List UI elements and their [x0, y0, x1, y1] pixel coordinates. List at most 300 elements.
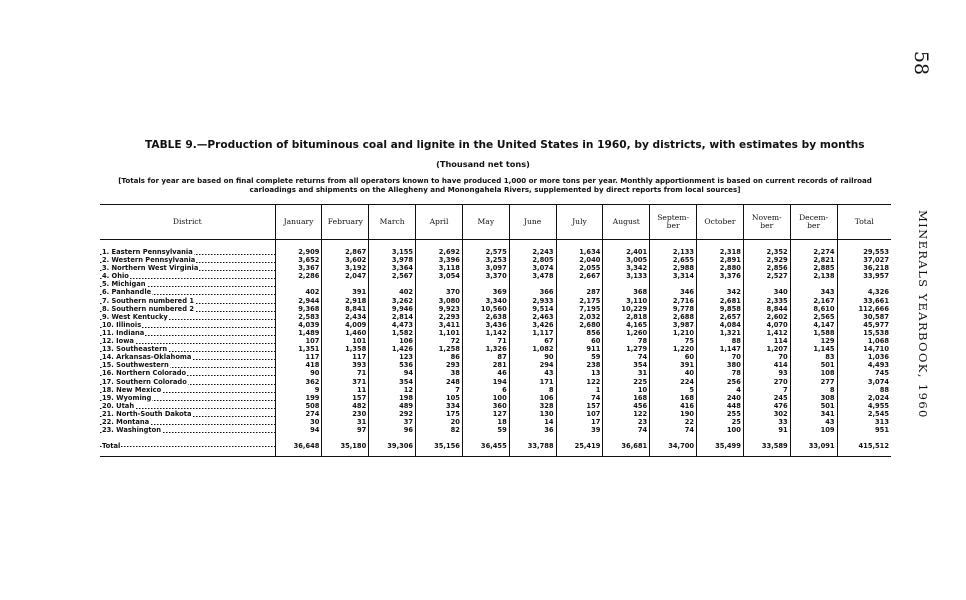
cell-month-8: 3,342	[603, 264, 650, 272]
cell-month-1: 9,368	[275, 305, 322, 313]
cell-month-12: 33,091	[790, 440, 837, 452]
cell-month-11: 93	[743, 369, 790, 377]
cell-month-2: 3,192	[322, 264, 369, 272]
cell-month-3: 536	[369, 361, 416, 369]
cell-month-8: 354	[603, 361, 650, 369]
cell-month-2: 8,841	[322, 305, 369, 313]
cell-month-3: 4,473	[369, 321, 416, 329]
cell-month-2	[322, 280, 369, 288]
cell-total: 45,977	[837, 321, 891, 329]
cell-month-7: 122	[556, 378, 603, 386]
cell-month-1: 3,652	[275, 256, 322, 264]
cell-month-2: 230	[322, 410, 369, 418]
cell-month-2: 482	[322, 402, 369, 410]
cell-month-2: 3,602	[322, 256, 369, 264]
cell-month-11: 4,070	[743, 321, 790, 329]
district-name-text: 19. Wyoming	[102, 393, 152, 402]
cell-total: 33,957	[837, 272, 891, 280]
cell-total: 4,955	[837, 402, 891, 410]
cell-month-11: 476	[743, 402, 790, 410]
cell-month-12: 1,588	[790, 329, 837, 337]
cell-month-7	[556, 280, 603, 288]
cell-month-4: 7	[416, 386, 463, 394]
cell-month-1: 1,351	[275, 345, 322, 353]
cell-month-7: 2,040	[556, 256, 603, 264]
cell-month-6: 36	[509, 426, 556, 434]
cell-month-3: 489	[369, 402, 416, 410]
district-name	[100, 288, 275, 296]
cell-month-5: 1,142	[462, 329, 509, 337]
total-label	[100, 440, 275, 452]
table-row	[100, 386, 891, 394]
cell-month-1: 30	[275, 418, 322, 426]
cell-total: 15,538	[837, 329, 891, 337]
district-name	[100, 280, 275, 288]
district-name	[100, 321, 275, 329]
table-row	[100, 418, 891, 426]
district-name-text: 22. Montana	[102, 417, 150, 426]
cell-month-8: 10,229	[603, 305, 650, 313]
cell-month-2: 1,460	[322, 329, 369, 337]
cell-month-3: 198	[369, 394, 416, 402]
table-bottom-rule	[100, 452, 891, 457]
cell-month-9: 224	[650, 378, 697, 386]
cell-month-8: 74	[603, 353, 650, 361]
cell-month-9	[650, 280, 697, 288]
cell-total: 4,493	[837, 361, 891, 369]
cell-month-2: 71	[322, 369, 369, 377]
total-row	[100, 440, 891, 452]
cell-month-9: 5	[650, 386, 697, 394]
cell-total: 37,027	[837, 256, 891, 264]
cell-month-7: 238	[556, 361, 603, 369]
cell-month-3: 2,814	[369, 313, 416, 321]
cell-month-11: 414	[743, 361, 790, 369]
cell-month-4: 38	[416, 369, 463, 377]
cell-month-3: 37	[369, 418, 416, 426]
cell-month-1: 508	[275, 402, 322, 410]
cell-month-6: 14	[509, 418, 556, 426]
cell-month-12: 501	[790, 402, 837, 410]
cell-month-10: 4,084	[697, 321, 744, 329]
cell-month-2: 391	[322, 288, 369, 296]
cell-month-1: 4,039	[275, 321, 322, 329]
cell-month-10: 70	[697, 353, 744, 361]
cell-month-4: 2,293	[416, 313, 463, 321]
cell-month-10: 2,681	[697, 297, 744, 305]
cell-month-5: 18	[462, 418, 509, 426]
cell-month-7: 856	[556, 329, 603, 337]
cell-month-6: 294	[509, 361, 556, 369]
cell-month-5: 369	[462, 288, 509, 296]
cell-month-12: 43	[790, 418, 837, 426]
cell-month-1: 274	[275, 410, 322, 418]
cell-month-2: 2,867	[322, 248, 369, 256]
cell-total: 1,036	[837, 353, 891, 361]
running-head: MINERALS YEARBOOK, 1960	[916, 210, 930, 419]
cell-month-1: 362	[275, 378, 322, 386]
district-name	[100, 378, 275, 386]
header-september: Septem- ber	[650, 205, 697, 240]
cell-month-4	[416, 280, 463, 288]
cell-month-12: 4,147	[790, 321, 837, 329]
cell-month-11: 2,527	[743, 272, 790, 280]
cell-month-2: 1,358	[322, 345, 369, 353]
cell-month-5: 3,253	[462, 256, 509, 264]
cell-month-7: 287	[556, 288, 603, 296]
cell-total: 30,587	[837, 313, 891, 321]
district-name-text: 15. Southwestern	[102, 361, 169, 370]
cell-month-6: 2,463	[509, 313, 556, 321]
cell-month-5: 3,436	[462, 321, 509, 329]
cell-month-8: 168	[603, 394, 650, 402]
cell-month-7: 39	[556, 426, 603, 434]
cell-month-12: 2,167	[790, 297, 837, 305]
cell-total: 36,218	[837, 264, 891, 272]
header-january: January	[275, 205, 322, 240]
cell-month-4: 1,258	[416, 345, 463, 353]
cell-total: 313	[837, 418, 891, 426]
cell-month-12: 2,138	[790, 272, 837, 280]
cell-month-7: 2,032	[556, 313, 603, 321]
cell-month-9: 168	[650, 394, 697, 402]
district-name	[100, 345, 275, 353]
cell-month-8: 122	[603, 410, 650, 418]
cell-month-3: 3,978	[369, 256, 416, 264]
cell-month-10: 380	[697, 361, 744, 369]
cell-month-6: 1,117	[509, 329, 556, 337]
table-row	[100, 329, 891, 337]
cell-month-6: 2,933	[509, 297, 556, 305]
cell-month-9: 22	[650, 418, 697, 426]
district-name	[100, 410, 275, 418]
cell-month-7: 13	[556, 369, 603, 377]
table-title: TABLE 9.—Production of bituminous coal and lignite in the United States in 1960, by districts, with estimates by months	[145, 139, 865, 151]
cell-month-5: 360	[462, 402, 509, 410]
district-name-text: 13. Southeastern	[102, 345, 168, 354]
cell-month-3: 3,364	[369, 264, 416, 272]
cell-month-5: 2,638	[462, 313, 509, 321]
cell-month-7: 2,680	[556, 321, 603, 329]
header-district: District	[100, 205, 275, 240]
district-name-text: 21. North-South Dakota	[102, 409, 192, 418]
cell-total: 14,710	[837, 345, 891, 353]
cell-month-12: 2,821	[790, 256, 837, 264]
cell-month-1: 2,944	[275, 297, 322, 305]
cell-month-6: 106	[509, 394, 556, 402]
cell-month-5: 3,370	[462, 272, 509, 280]
cell-month-3: 1,426	[369, 345, 416, 353]
cell-month-10: 78	[697, 369, 744, 377]
header-february: February	[322, 205, 369, 240]
cell-month-5: 59	[462, 426, 509, 434]
cell-month-11: 1,412	[743, 329, 790, 337]
table-row	[100, 378, 891, 386]
table-row	[100, 369, 891, 377]
cell-month-2: 31	[322, 418, 369, 426]
district-name-text: 18. New Mexico	[102, 385, 162, 394]
cell-month-4: 3,118	[416, 264, 463, 272]
cell-month-12: 83	[790, 353, 837, 361]
cell-month-11: 302	[743, 410, 790, 418]
cell-month-5	[462, 280, 509, 288]
cell-month-12: 2,885	[790, 264, 837, 272]
cell-month-10: 255	[697, 410, 744, 418]
cell-month-10	[697, 280, 744, 288]
table-row	[100, 288, 891, 296]
cell-month-8: 1,279	[603, 345, 650, 353]
cell-total: 88	[837, 386, 891, 394]
cell-month-9: 2,655	[650, 256, 697, 264]
cell-month-3: 2,567	[369, 272, 416, 280]
cell-month-11: 2,856	[743, 264, 790, 272]
cell-month-8: 368	[603, 288, 650, 296]
district-name	[100, 264, 275, 272]
district-name	[100, 394, 275, 402]
cell-month-9: 346	[650, 288, 697, 296]
district-name-text: 12. Iowa	[102, 337, 134, 346]
cell-month-9: 75	[650, 337, 697, 345]
cell-month-2: 2,918	[322, 297, 369, 305]
cell-month-1: 199	[275, 394, 322, 402]
district-name-text: 2. Western Pennsylvania	[102, 256, 196, 265]
cell-month-5: 3,097	[462, 264, 509, 272]
cell-month-6: 3,426	[509, 321, 556, 329]
header-june: June	[509, 205, 556, 240]
cell-total: 951	[837, 426, 891, 434]
district-name	[100, 337, 275, 345]
cell-total: 33,661	[837, 297, 891, 305]
cell-month-12: 8,610	[790, 305, 837, 313]
cell-month-11	[743, 280, 790, 288]
cell-month-7: 59	[556, 353, 603, 361]
table-row	[100, 337, 891, 345]
cell-month-9: 391	[650, 361, 697, 369]
total-label-text: Total	[102, 442, 121, 451]
cell-month-12: 129	[790, 337, 837, 345]
cell-month-6: 1,082	[509, 345, 556, 353]
table-row	[100, 353, 891, 361]
cell-month-8: 3,110	[603, 297, 650, 305]
header-july: July	[556, 205, 603, 240]
cell-month-8: 10	[603, 386, 650, 394]
district-name-text: 9. West Kentucky	[102, 312, 168, 321]
cell-total: 2,024	[837, 394, 891, 402]
district-name-text: 4. Ohio	[102, 272, 129, 281]
cell-month-11: 91	[743, 426, 790, 434]
cell-month-8: 74	[603, 426, 650, 434]
table-row	[100, 280, 891, 288]
cell-month-6: 33,788	[509, 440, 556, 452]
table-note: [Totals for year are based on final complete returns from all operators known to have produced 1,000 or more tons per year. Monthly apportionment is based on current records of railroad carloadings and shipments on the Allegheny and Monongahela Rivers, supplemented by direct reports from local sources]	[118, 176, 872, 194]
cell-month-1: 3,367	[275, 264, 322, 272]
district-name-text: 10. Illinois	[102, 320, 142, 329]
cell-month-12: 501	[790, 361, 837, 369]
district-name-text: 3. Northern West Virginia	[102, 264, 199, 273]
cell-month-7: 1,634	[556, 248, 603, 256]
cell-month-7: 60	[556, 337, 603, 345]
cell-month-8: 2,401	[603, 248, 650, 256]
cell-month-3: 354	[369, 378, 416, 386]
cell-month-8	[603, 280, 650, 288]
cell-month-4: 3,411	[416, 321, 463, 329]
cell-month-2: 97	[322, 426, 369, 434]
table-row	[100, 305, 891, 313]
cell-month-8: 3,005	[603, 256, 650, 264]
cell-month-1: 117	[275, 353, 322, 361]
cell-month-10: 2,891	[697, 256, 744, 264]
cell-month-9: 416	[650, 402, 697, 410]
cell-total: 29,553	[837, 248, 891, 256]
cell-month-8: 456	[603, 402, 650, 410]
header-april: April	[416, 205, 463, 240]
district-name-text: 14. Arkansas-Oklahoma	[102, 353, 192, 362]
table-row	[100, 321, 891, 329]
cell-month-5: 127	[462, 410, 509, 418]
cell-month-4: 2,692	[416, 248, 463, 256]
cell-month-4: 9,923	[416, 305, 463, 313]
district-name	[100, 272, 275, 280]
cell-month-9: 2,988	[650, 264, 697, 272]
cell-month-10: 240	[697, 394, 744, 402]
cell-month-3: 96	[369, 426, 416, 434]
cell-month-1: 418	[275, 361, 322, 369]
cell-month-7: 1	[556, 386, 603, 394]
cell-month-8: 31	[603, 369, 650, 377]
cell-month-12: 343	[790, 288, 837, 296]
cell-month-2: 101	[322, 337, 369, 345]
district-name	[100, 386, 275, 394]
cell-month-6: 2,805	[509, 256, 556, 264]
cell-month-4: 175	[416, 410, 463, 418]
table-row	[100, 410, 891, 418]
cell-month-2: 117	[322, 353, 369, 361]
district-name	[100, 361, 275, 369]
district-name-text: 6. Panhandle	[102, 288, 152, 297]
cell-month-11: 33	[743, 418, 790, 426]
cell-month-2: 2,434	[322, 313, 369, 321]
district-name-text: 17. Southern Colorado	[102, 377, 187, 386]
cell-month-5: 46	[462, 369, 509, 377]
cell-month-9: 3,987	[650, 321, 697, 329]
cell-month-1: 90	[275, 369, 322, 377]
cell-month-1: 2,909	[275, 248, 322, 256]
cell-month-6	[509, 280, 556, 288]
cell-month-10: 4	[697, 386, 744, 394]
district-name	[100, 402, 275, 410]
district-name	[100, 256, 275, 264]
district-name-text: 16. Northern Colorado	[102, 369, 187, 378]
cell-month-3: 9,946	[369, 305, 416, 313]
cell-month-10: 2,657	[697, 313, 744, 321]
cell-month-10: 100	[697, 426, 744, 434]
cell-month-10: 35,499	[697, 440, 744, 452]
cell-month-4: 370	[416, 288, 463, 296]
header-row	[100, 205, 891, 240]
cell-month-7: 2,055	[556, 264, 603, 272]
cell-month-1: 1,489	[275, 329, 322, 337]
cell-total	[837, 280, 891, 288]
cell-month-3: 3,155	[369, 248, 416, 256]
cell-month-6: 8	[509, 386, 556, 394]
table-subtitle: (Thousand net tons)	[436, 159, 530, 169]
cell-month-7: 17	[556, 418, 603, 426]
cell-month-12: 308	[790, 394, 837, 402]
cell-month-5: 281	[462, 361, 509, 369]
cell-month-4: 3,396	[416, 256, 463, 264]
cell-month-11: 2,352	[743, 248, 790, 256]
cell-month-6: 67	[509, 337, 556, 345]
district-name-text: 5. Michigan	[102, 280, 146, 289]
cell-month-5: 2,575	[462, 248, 509, 256]
page-number: 58	[910, 50, 932, 76]
cell-month-3: 106	[369, 337, 416, 345]
cell-month-7: 25,419	[556, 440, 603, 452]
cell-month-5: 100	[462, 394, 509, 402]
cell-month-12: 109	[790, 426, 837, 434]
cell-month-11: 70	[743, 353, 790, 361]
cell-total: 112,666	[837, 305, 891, 313]
cell-month-9: 34,700	[650, 440, 697, 452]
cell-month-9: 2,716	[650, 297, 697, 305]
district-name-text: 1. Eastern Pennsylvania	[102, 248, 193, 256]
cell-month-4: 105	[416, 394, 463, 402]
cell-month-8: 23	[603, 418, 650, 426]
cell-month-10: 25	[697, 418, 744, 426]
production-table	[100, 204, 891, 457]
cell-month-1: 36,648	[275, 440, 322, 452]
cell-month-6: 3,074	[509, 264, 556, 272]
cell-total: 3,074	[837, 378, 891, 386]
header-may: May	[462, 205, 509, 240]
cell-total: 4,326	[837, 288, 891, 296]
cell-month-5: 10,560	[462, 305, 509, 313]
cell-month-6: 90	[509, 353, 556, 361]
cell-month-1: 402	[275, 288, 322, 296]
cell-month-2: 4,009	[322, 321, 369, 329]
district-name	[100, 248, 275, 256]
cell-month-9: 3,314	[650, 272, 697, 280]
cell-month-12: 1,145	[790, 345, 837, 353]
cell-month-9: 2,688	[650, 313, 697, 321]
cell-month-4: 1,101	[416, 329, 463, 337]
cell-month-6: 171	[509, 378, 556, 386]
cell-month-7: 911	[556, 345, 603, 353]
cell-month-2: 2,047	[322, 272, 369, 280]
cell-month-11: 340	[743, 288, 790, 296]
cell-month-5: 1,326	[462, 345, 509, 353]
cell-month-10: 1,147	[697, 345, 744, 353]
cell-month-4: 293	[416, 361, 463, 369]
header-march: March	[369, 205, 416, 240]
cell-month-1: 2,286	[275, 272, 322, 280]
header-december: Decem- ber	[790, 205, 837, 240]
cell-month-9: 60	[650, 353, 697, 361]
cell-month-9: 1,220	[650, 345, 697, 353]
cell-month-12: 108	[790, 369, 837, 377]
cell-month-2: 157	[322, 394, 369, 402]
cell-month-6: 3,478	[509, 272, 556, 280]
district-name	[100, 305, 275, 313]
cell-total: 745	[837, 369, 891, 377]
district-name-text: 7. Southern numbered 1	[102, 296, 194, 305]
cell-month-11: 114	[743, 337, 790, 345]
cell-month-10: 3,376	[697, 272, 744, 280]
cell-month-12: 8	[790, 386, 837, 394]
cell-month-3: 292	[369, 410, 416, 418]
table-row	[100, 264, 891, 272]
table-row	[100, 402, 891, 410]
